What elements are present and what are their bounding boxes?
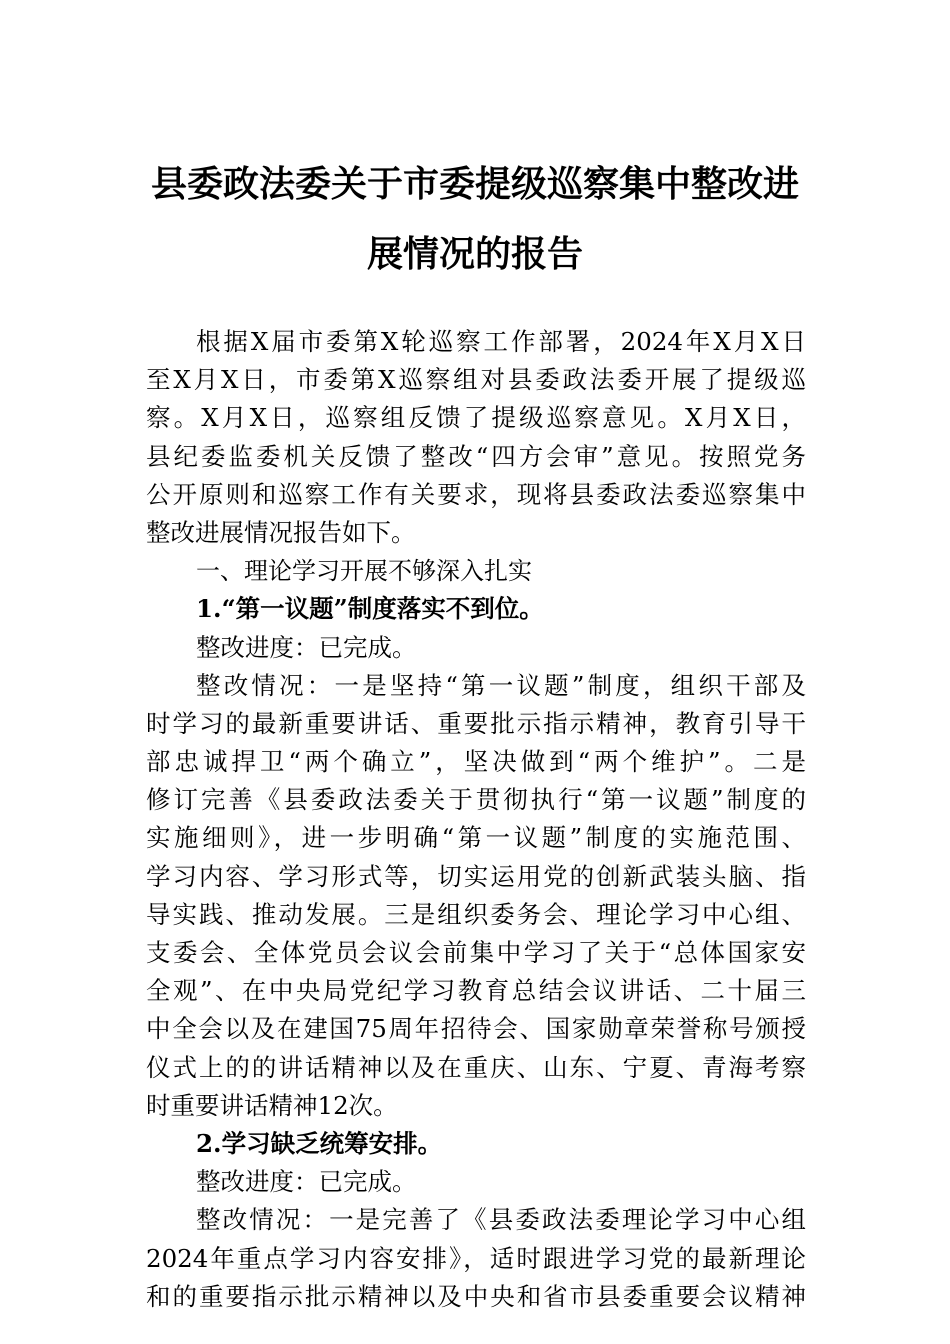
paragraph-line: 2024年重点学习内容安排》，适时跟进学习党的最新理论 [146, 1243, 806, 1273]
paragraph-line: 整改进展情况报告如下。 [146, 517, 416, 547]
paragraph-line: 学习内容、学习形式等，切实运用党的创新武装头脑、指 [146, 861, 806, 891]
paragraph-line: 中全会以及在建国75周年招待会、国家勋章荣誉称号颁授 [146, 1014, 806, 1044]
paragraph-line: 时重要讲话精神12次。 [146, 1090, 398, 1120]
paragraph-line: 公开原则和巡察工作有关要求，现将县委政法委巡察集中 [146, 479, 806, 509]
paragraph-line: 部忠诚捍卫“两个确立”，坚决做到“两个维护”。二是 [146, 747, 806, 777]
section-heading: 一、理论学习开展不够深入扎实 [196, 557, 532, 586]
paragraph-line: 全观”、在中央局党纪学习教育总结会议讲话、二十届三 [146, 976, 806, 1006]
progress-line: 整改进度：已完成。 [196, 632, 417, 662]
paragraph-line: 导实践、推动发展。三是组织委务会、理论学习中心组、 [146, 899, 806, 929]
paragraph-line: 根据X届市委第X轮巡察工作部署，2024年X月X日 [196, 327, 806, 356]
paragraph-line: 时学习的最新重要讲话、重要批示指示精神，教育引导干 [146, 708, 806, 738]
paragraph-line: 实施细则》，进一步明确“第一议题”制度的实施范围、 [146, 823, 806, 853]
document-body [146, 323, 806, 1316]
paragraph-line: 至X月X日，市委第X巡察组对县委政法委开展了提级巡 [146, 365, 806, 395]
paragraph-line: 整改情况：一是完善了《县委政法委理论学习中心组 [196, 1205, 806, 1235]
subsection-heading: 1.“第一议题”制度落实不到位。 [196, 594, 544, 624]
paragraph-line: 修订完善《县委政法委关于贯彻执行“第一议题”制度的 [146, 785, 806, 815]
paragraph-line: 察。X月X日，巡察组反馈了提级巡察意见。X月X日， [146, 403, 806, 433]
paragraph-line: 整改情况：一是坚持“第一议题”制度，组织干部及 [196, 670, 806, 700]
paragraph-line: 支委会、全体党员会议会前集中学习了关于“总体国家安 [146, 938, 806, 967]
subsection-heading: 2.学习缺乏统筹安排。 [196, 1128, 443, 1158]
document-title-line-2: 展情况的报告 [366, 234, 583, 275]
paragraph-line: 县纪委监委机关反馈了整改“四方会审”意见。按照党务 [146, 441, 806, 471]
document-title-line-1: 县委政法委关于市委提级巡察集中整改进 [150, 164, 799, 205]
paragraph-line: 和的重要指示批示精神以及中央和省市县委重要会议精神 [146, 1281, 806, 1311]
progress-line: 整改进度：已完成。 [196, 1167, 417, 1197]
paragraph-line: 仪式上的的讲话精神以及在重庆、山东、宁夏、青海考察 [146, 1052, 806, 1082]
